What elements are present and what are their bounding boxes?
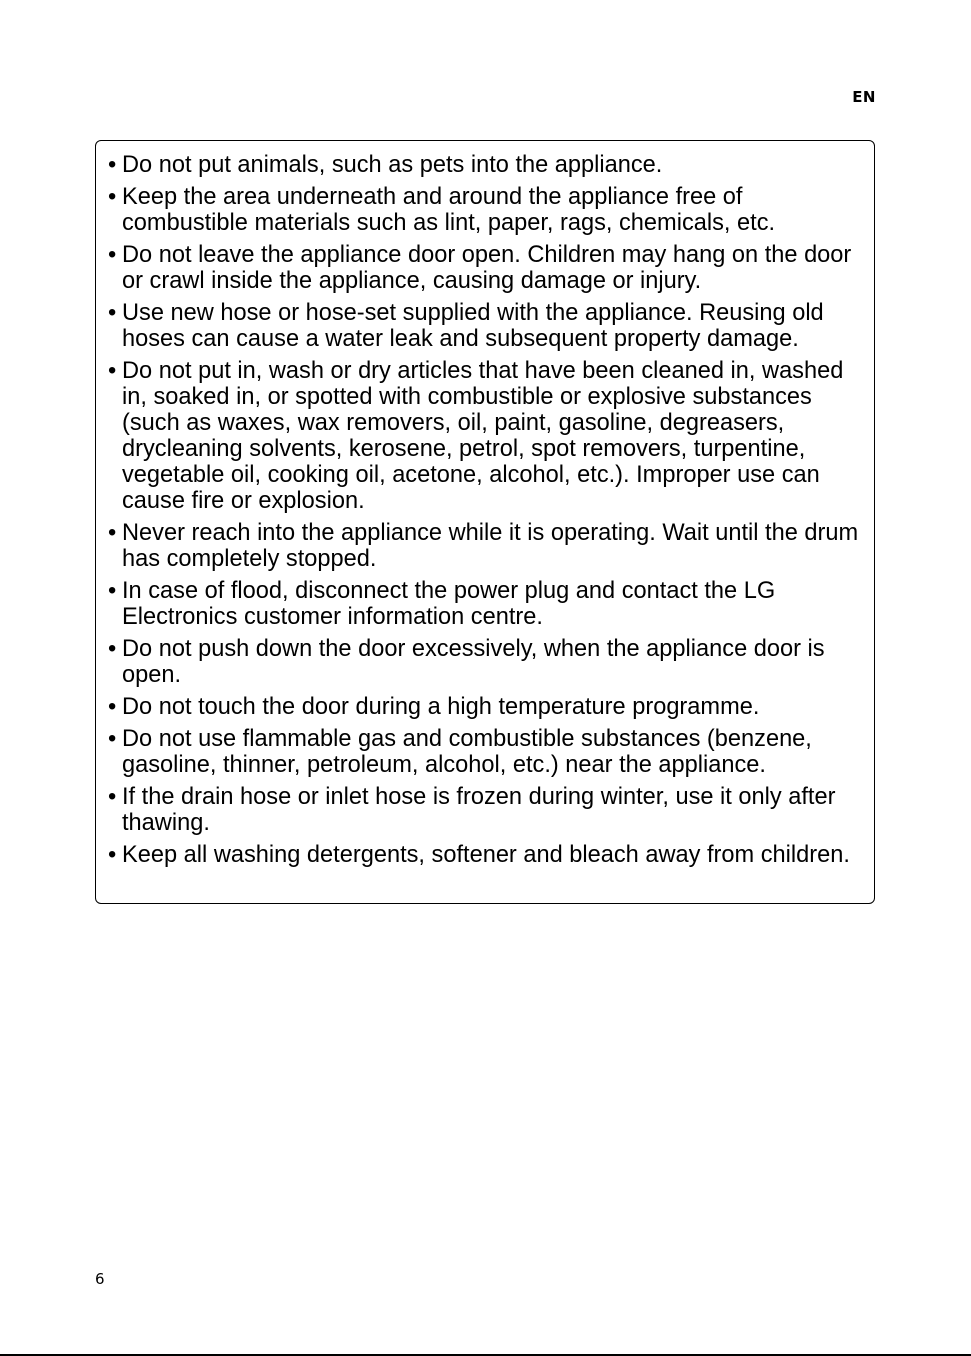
bullet-icon: • [108, 578, 117, 604]
warning-item [108, 358, 862, 514]
warning-text: Do not push down the door excessively, when the appliance door is open. [122, 636, 825, 688]
warning-item [108, 578, 862, 630]
safety-warnings-box [95, 140, 875, 904]
warning-item [108, 300, 862, 352]
bullet-icon: • [108, 784, 117, 810]
warning-text: Do not leave the appliance door open. Children may hang on the door or crawl inside the appliance, causing damage or injury. [122, 242, 852, 294]
warning-item [108, 520, 862, 572]
warning-text: Keep the area underneath and around the appliance free of combustible materials such as lint, paper, rags, chemicals, etc. [122, 184, 776, 236]
bullet-icon: • [108, 694, 117, 720]
bullet-icon: • [108, 520, 117, 546]
warning-text: In case of flood, disconnect the power plug and contact the LG Electronics customer information centre. [122, 578, 776, 630]
warning-item [108, 152, 862, 178]
warning-text: Do not touch the door during a high temperature programme. [122, 694, 760, 720]
warning-item [108, 842, 862, 868]
bullet-icon: • [108, 726, 117, 752]
warning-text: Do not put in, wash or dry articles that have been cleaned in, washed in, soaked in, or spotted with combustible or explosive substances (such as waxes, wax removers, oil, paint, gasoline, degreasers, drycleaning solvents, kerosene, petrol, spot removers, turpentine, vegetable oil, cooking oil, acetone, alcohol, etc.). Improper use can cause fire or explosion. [122, 358, 844, 514]
warning-item [108, 242, 862, 294]
page-number: 6 [95, 1270, 105, 1288]
bullet-icon: • [108, 358, 117, 384]
bullet-icon: • [108, 842, 117, 868]
warning-text: Keep all washing detergents, softener and bleach away from children. [122, 842, 850, 868]
warning-item [108, 784, 862, 836]
bullet-icon: • [108, 242, 117, 268]
warning-text: Do not use flammable gas and combustible substances (benzene, gasoline, thinner, petroleum, alcohol, etc.) near the appliance. [122, 726, 812, 778]
language-tag: EN [852, 88, 876, 106]
bullet-icon: • [108, 152, 117, 178]
warning-item [108, 184, 862, 236]
warning-item [108, 694, 862, 720]
bullet-icon: • [108, 636, 117, 662]
bullet-icon: • [108, 300, 117, 326]
warning-text: Use new hose or hose-set supplied with the appliance. Reusing old hoses can cause a water leak and subsequent property damage. [122, 300, 824, 352]
warning-item [108, 726, 862, 778]
bullet-icon: • [108, 184, 117, 210]
warning-text: If the drain hose or inlet hose is frozen during winter, use it only after thawing. [122, 784, 836, 836]
warning-text: Never reach into the appliance while it is operating. Wait until the drum has completely stopped. [122, 520, 859, 572]
warning-list [108, 152, 862, 868]
warning-text: Do not put animals, such as pets into the appliance. [122, 152, 663, 178]
warning-item [108, 636, 862, 688]
